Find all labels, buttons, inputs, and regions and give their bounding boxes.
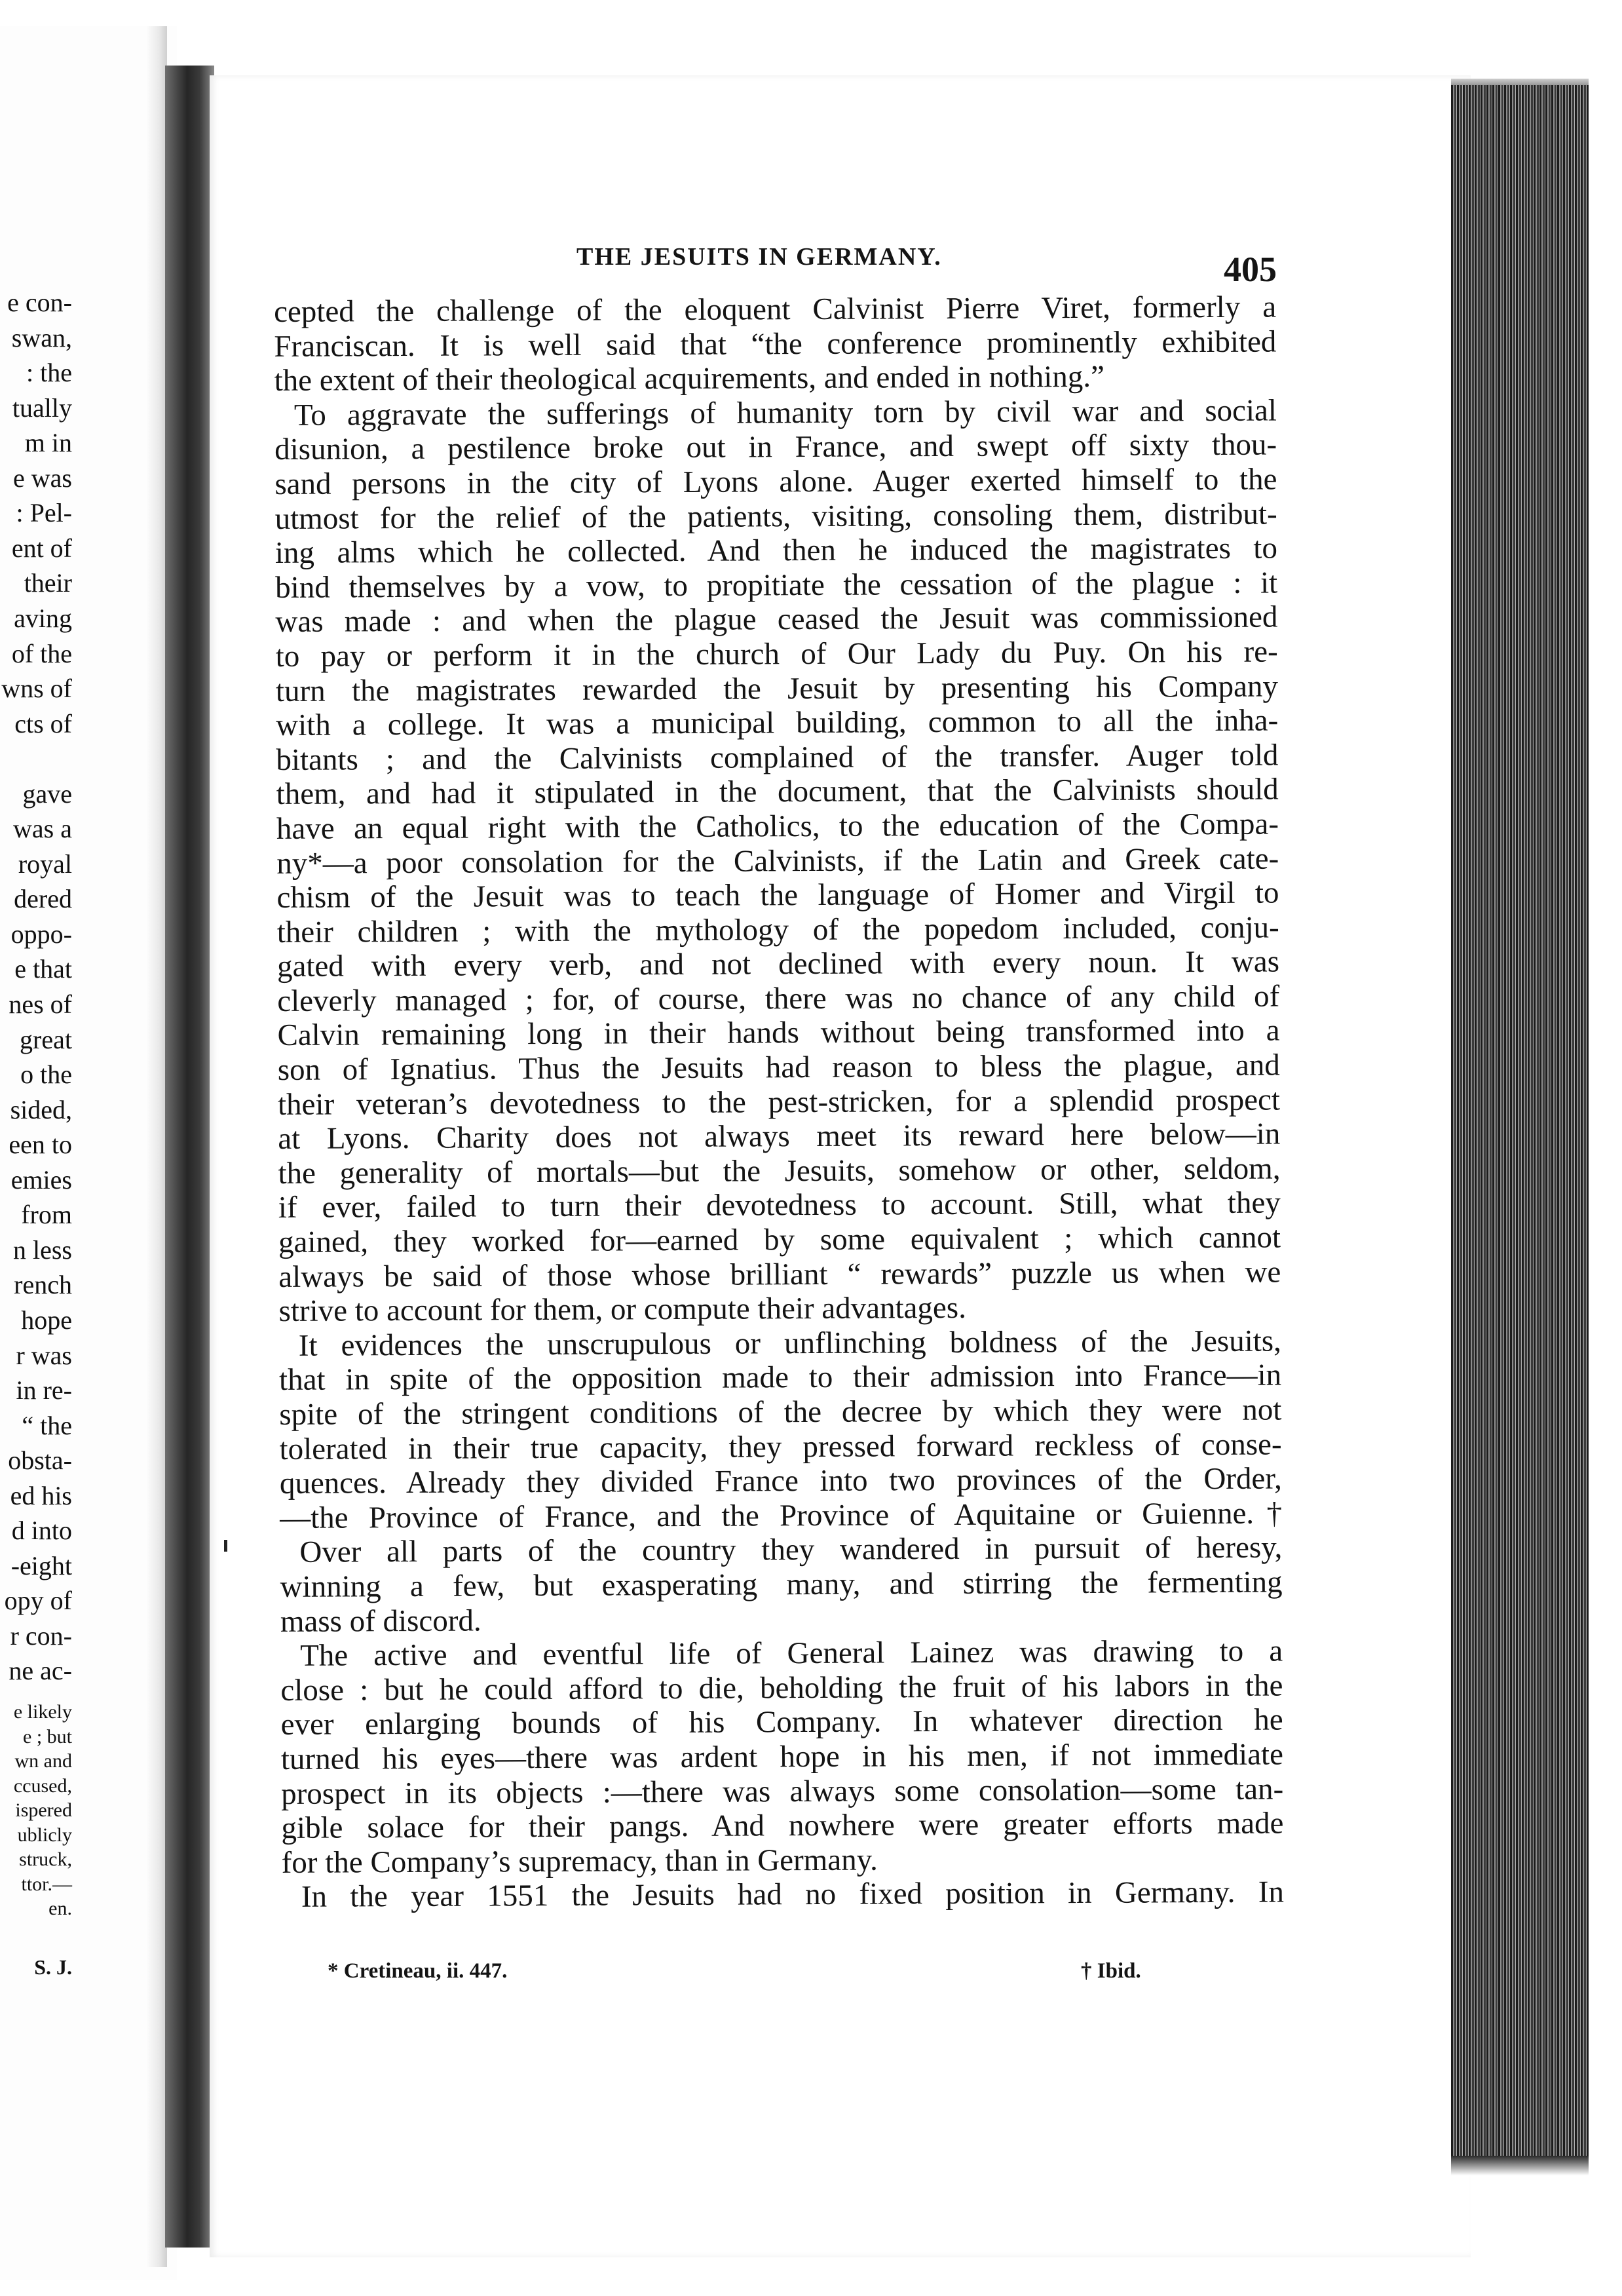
body-line: with a college. It was a municipal building, common to all the inha- xyxy=(276,703,1279,743)
left-page-fragment: ent of xyxy=(11,533,72,563)
body-line: To aggravate the sufferings of humanity torn by civil war and social xyxy=(293,393,1277,432)
body-line: quences. Already they divided France into two provinces of the Order, xyxy=(279,1461,1282,1501)
body-line: ever enlarging bounds of his Company. In whatever direction he xyxy=(280,1702,1283,1742)
left-page-fragment: gave xyxy=(22,778,72,809)
left-page-fragment: dered xyxy=(14,884,72,914)
left-page-fragment: : Pel- xyxy=(16,498,72,528)
body-text xyxy=(274,290,1284,1915)
left-page-signature: S. J. xyxy=(34,1955,72,1979)
left-page-fragment: nes of xyxy=(9,989,72,1019)
body-line: to pay or perform it in the church of Our Lady du Puy. On his re- xyxy=(275,634,1278,674)
left-page-fragment: e con- xyxy=(7,288,72,317)
left-page-footnote-fragment: e likely xyxy=(13,1701,72,1723)
left-page-fragment: r con- xyxy=(10,1620,72,1651)
left-page-fragment: ed his xyxy=(10,1480,72,1510)
left-page-fragment: of the xyxy=(11,638,72,668)
left-page-fragment: oppo- xyxy=(10,919,72,949)
body-line: turned his eyes—there was ardent hope in his men, if not immediate xyxy=(280,1737,1284,1776)
body-line: son of Ignatius. Thus the Jesuits had reason to bless the plague, and xyxy=(277,1048,1280,1088)
body-line: for the Company’s supremacy, than in Germany. xyxy=(281,1843,878,1880)
running-head: THE JESUITS IN GERMANY. xyxy=(576,243,942,271)
body-line: cleverly managed ; for, of course, there was no chance of any child of xyxy=(277,979,1280,1018)
left-page-fragment: emies xyxy=(10,1164,72,1195)
body-line: gated with every verb, and not declined with every noun. It was xyxy=(276,944,1280,984)
left-page-fragment: wns of xyxy=(1,674,72,704)
left-page-fragment: e was xyxy=(13,463,72,493)
left-page-fragment: cts of xyxy=(14,708,72,738)
footnote-right: † Ibid. xyxy=(1081,1959,1141,1983)
body-line: ny*—a poor consolation for the Calvinists, if the Latin and Greek cate- xyxy=(276,841,1279,881)
body-line: at Lyons. Charity does not always meet its reward here below—in xyxy=(278,1117,1281,1157)
body-line: their veteran’s devotedness to the pest-stricken, for a splendid prospect xyxy=(277,1082,1281,1122)
body-line: spite of the stringent conditions of the decree by which they were not xyxy=(279,1392,1282,1432)
body-line: cepted the challenge of the eloquent Calvinist Pierre Viret, formerly a xyxy=(274,290,1277,329)
body-line: turn the magistrates rewarded the Jesuit by presenting his Company xyxy=(275,669,1279,708)
body-line: Franciscan. It is well said that “the conference prominently exhibited xyxy=(274,324,1277,364)
body-line: the extent of their theological acquirements, and ended in nothing.” xyxy=(274,359,1105,398)
left-page-footnote-fragment: wn and xyxy=(14,1750,72,1772)
body-line: prospect in its objects :—there was always some consolation—some tan- xyxy=(281,1772,1284,1811)
left-page-fragment: tually xyxy=(12,392,72,423)
left-page-fragment: in re- xyxy=(16,1375,72,1406)
left-page-fragment: aving xyxy=(14,603,72,633)
body-line: —the Province of France, and the Province of Aquitaine or Guienne.† xyxy=(279,1496,1283,1535)
book-gutter xyxy=(165,66,214,2248)
left-page-edge xyxy=(147,26,167,2267)
scan-mark xyxy=(224,1540,227,1552)
body-line: In the year 1551 the Jesuits had no fixed position in Germany. In xyxy=(301,1875,1285,1915)
body-line: chism of the Jesuit was to teach the language of Homer and Virgil to xyxy=(276,875,1279,915)
left-page-fragment: n less xyxy=(13,1234,72,1265)
body-line: ing alms which he collected. And then he induced the magistrates to xyxy=(274,531,1278,571)
left-page-fragment: r was xyxy=(16,1340,72,1370)
left-page-fragment: -eight xyxy=(10,1550,72,1580)
left-page-footnote-fragment: ttor.— xyxy=(21,1873,72,1895)
left-page-footnote-fragment: en. xyxy=(48,1898,72,1919)
left-page-fragment: ne ac- xyxy=(9,1656,72,1686)
body-line: gained, they worked for—earned by some equivalent ; which cannot xyxy=(278,1220,1281,1260)
body-line: strive to account for them, or compute their advantages. xyxy=(278,1291,967,1329)
left-page-fragment: obsta- xyxy=(8,1445,72,1476)
left-page-footnote-fragment: e ; but xyxy=(23,1725,72,1748)
left-page-fragment: o the xyxy=(20,1060,72,1090)
left-page-fragment: : the xyxy=(26,358,72,388)
page-edges-bottom xyxy=(1451,2156,1589,2175)
left-page-fragment: was a xyxy=(13,814,72,844)
body-line: disunion, a pestilence broke out in France, and swept off sixty thou- xyxy=(274,427,1277,467)
left-page-fragment: royal xyxy=(18,849,72,879)
body-line: gible solace for their pangs. And nowhere were greater efforts made xyxy=(281,1806,1284,1846)
left-page-fragment: e that xyxy=(14,954,72,984)
body-line: bitants ; and the Calvinists complained of the transfer. Auger told xyxy=(276,738,1279,777)
left-page-fragment: d into xyxy=(11,1516,72,1546)
page-number: 405 xyxy=(1224,250,1277,289)
left-page-fragment: their xyxy=(24,568,72,598)
left-page-fragment: swan, xyxy=(11,322,72,353)
body-line: that in spite of the opposition made to their admission into France—in xyxy=(278,1358,1282,1398)
left-page-fragment: m in xyxy=(24,428,72,458)
body-line: always be said of those whose brilliant “ rewards” puzzle us when we xyxy=(278,1255,1281,1294)
body-line: Over all parts of the country they wandered in pursuit of heresy, xyxy=(299,1530,1283,1570)
left-page-fragment: opy of xyxy=(4,1586,72,1616)
body-line: the generality of mortals—but the Jesuits, somehow or other, seldom, xyxy=(278,1151,1281,1191)
body-line: bind themselves by a vow, to propitiate the cessation of the plague : it xyxy=(275,565,1278,605)
body-line: if ever, failed to turn their devotedness to account. Still, what they xyxy=(278,1185,1281,1225)
body-line: tolerated in their true capacity, they pressed forward reckless of conse- xyxy=(279,1427,1282,1466)
footnote-left: * Cretineau, ii. 447. xyxy=(328,1959,508,1983)
body-line: was made : and when the plague ceased the Jesuit was commissioned xyxy=(275,600,1278,640)
body-line: winning a few, but exasperating many, and stirring the fermenting xyxy=(280,1565,1283,1604)
body-line: close : but he could afford to die, beholding the fruit of his labors in the xyxy=(280,1668,1283,1708)
left-page-footnote-fragment: struck, xyxy=(19,1848,72,1870)
body-line: It evidences the unscrupulous or unflinching boldness of the Jesuits, xyxy=(298,1324,1281,1363)
body-line: Calvin remaining long in their hands without being transformed into a xyxy=(277,1013,1280,1053)
left-page-fragment: great xyxy=(20,1024,72,1054)
body-line: sand persons in the city of Lyons alone. Auger exerted himself to the xyxy=(274,462,1277,501)
body-line: have an equal right with the Catholics, to the education of the Compa- xyxy=(276,807,1279,846)
body-line: The active and eventful life of General Lainez was drawing to a xyxy=(300,1634,1283,1673)
left-page-fragment: from xyxy=(21,1200,72,1230)
left-page-fragment: een to xyxy=(9,1130,72,1160)
left-page-footnote-fragment: ublicly xyxy=(17,1824,72,1846)
left-page-fragment: hope xyxy=(21,1305,72,1335)
page-edges xyxy=(1451,85,1589,2162)
left-page-footnote-fragment: ccused, xyxy=(13,1774,72,1797)
body-line: them, and had it stipulated in the document, that the Calvinists should xyxy=(276,772,1279,812)
left-page-fragment: sided, xyxy=(10,1094,72,1124)
body-line: utmost for the relief of the patients, visiting, consoling them, distribut- xyxy=(274,497,1277,536)
body-line: mass of discord. xyxy=(280,1603,481,1639)
body-line: their children ; with the mythology of the popedom included, conju- xyxy=(276,910,1279,949)
left-page-fragment: rench xyxy=(14,1270,72,1300)
left-page-fragment: “ the xyxy=(22,1410,72,1440)
left-page-footnote-fragment: ispered xyxy=(15,1799,72,1821)
